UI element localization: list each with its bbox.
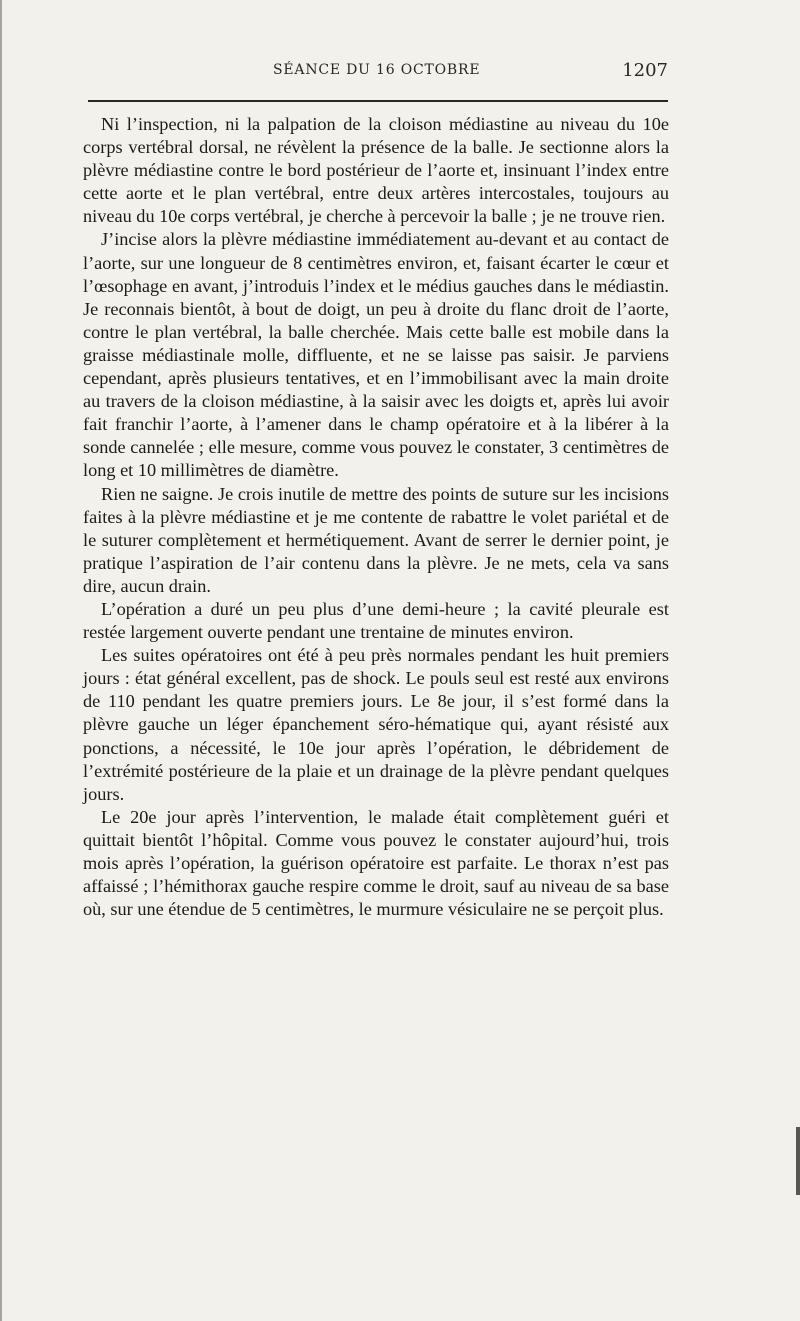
paragraph-6: Le 20e jour après l’intervention, le malade était complètement guéri et quittait bientôt l’hôpital. Comme vous pouvez le constater aujourd’hui, trois mois après l’opération, la guérison opératoire est parfaite. Le thorax n’est pas affaissé ; l’hémithorax gauche respire comme le droit, sauf au niveau de sa base où, sur une étendue de 5 centimètres, le murmure vésiculaire ne se perçoit plus.: [83, 806, 669, 920]
paragraph-1: Ni l’inspection, ni la palpation de la cloison médiastine au niveau du 10e corps vertébral dorsal, ne révèlent la présence de la balle. Je sectionne alors la plèvre médiastine contre le bord postérieur de l’aorte et, insinuant l’index entre cette aorte et le plan vertébral, entre deux artères intercostales, toujours au niveau du 10e corps vertébral, je cherche à percevoir la balle ; je ne trouve rien.: [83, 114, 669, 227]
running-title: SÉANCE DU 16 OCTOBRE: [273, 62, 481, 78]
page-number: 1207: [622, 60, 668, 81]
paragraph-3: Rien ne saigne. Je crois inutile de mettre des points de suture sur les incisions faites à la plèvre médiastine et je me contente de rabattre le volet pariétal et de le suturer complètement et hermétiquement. Avant de serrer le dernier point, je pratique l’aspiration de l’air contenu dans la plèvre. Je ne mets, cela va sans dire, aucun drain.: [83, 483, 669, 596]
body-text: [83, 113, 669, 921]
paragraph-4: L’opération a duré un peu plus d’une demi-heure ; la cavité pleurale est restée largement ouverte pendant une trentaine de minutes environ.: [83, 598, 669, 643]
header-rule: [88, 100, 668, 102]
paragraph-5: Les suites opératoires ont été à peu près normales pendant les huit premiers jours : état général excellent, pas de shock. Le pouls seul est resté aux environs de 110 pendant les quatre premiers jours. Le 8e jour, il s’est formé dans la plèvre gauche un léger épanchement séro-hématique qui, ayant résisté aux ponctions, a nécessité, le 10e jour après l’opération, le débridement de l’extrémité postérieure de la plaie et un drainage de la plèvre pendant quelques jours.: [83, 645, 669, 804]
page-edge-shadow: [0, 0, 2, 1321]
paragraph-2: J’incise alors la plèvre médiastine immédiatement au-devant et au contact de l’aorte, sur une longueur de 8 centimètres environ, et, faisant écarter le cœur et l’œsophage en avant, j’introduis l’index et le médius gauches dans le médiastin. Je reconnais bientôt, à bout de doigt, un peu à droite du flanc droit de l’aorte, contre le plan vertébral, la balle cherchée. Mais cette balle est mobile dans la graisse médiastinale molle, diffluente, et ne se laisse pas saisir. Je parviens cependant, après plusieurs tentatives, et en l’immobilisant avec la main droite au travers de la cloison médiastine, à la saisir avec les doigts et, après lui avoir fait franchir l’aorte, à l’amener dans le champ opératoire et à la libérer à la sonde cannelée ; elle mesure, comme vous pouvez le constater, 3 centimètres de long et 10 millimètres de diamètre.: [83, 229, 669, 481]
running-header: [88, 60, 668, 90]
scan-edge-mark: [796, 1127, 800, 1195]
